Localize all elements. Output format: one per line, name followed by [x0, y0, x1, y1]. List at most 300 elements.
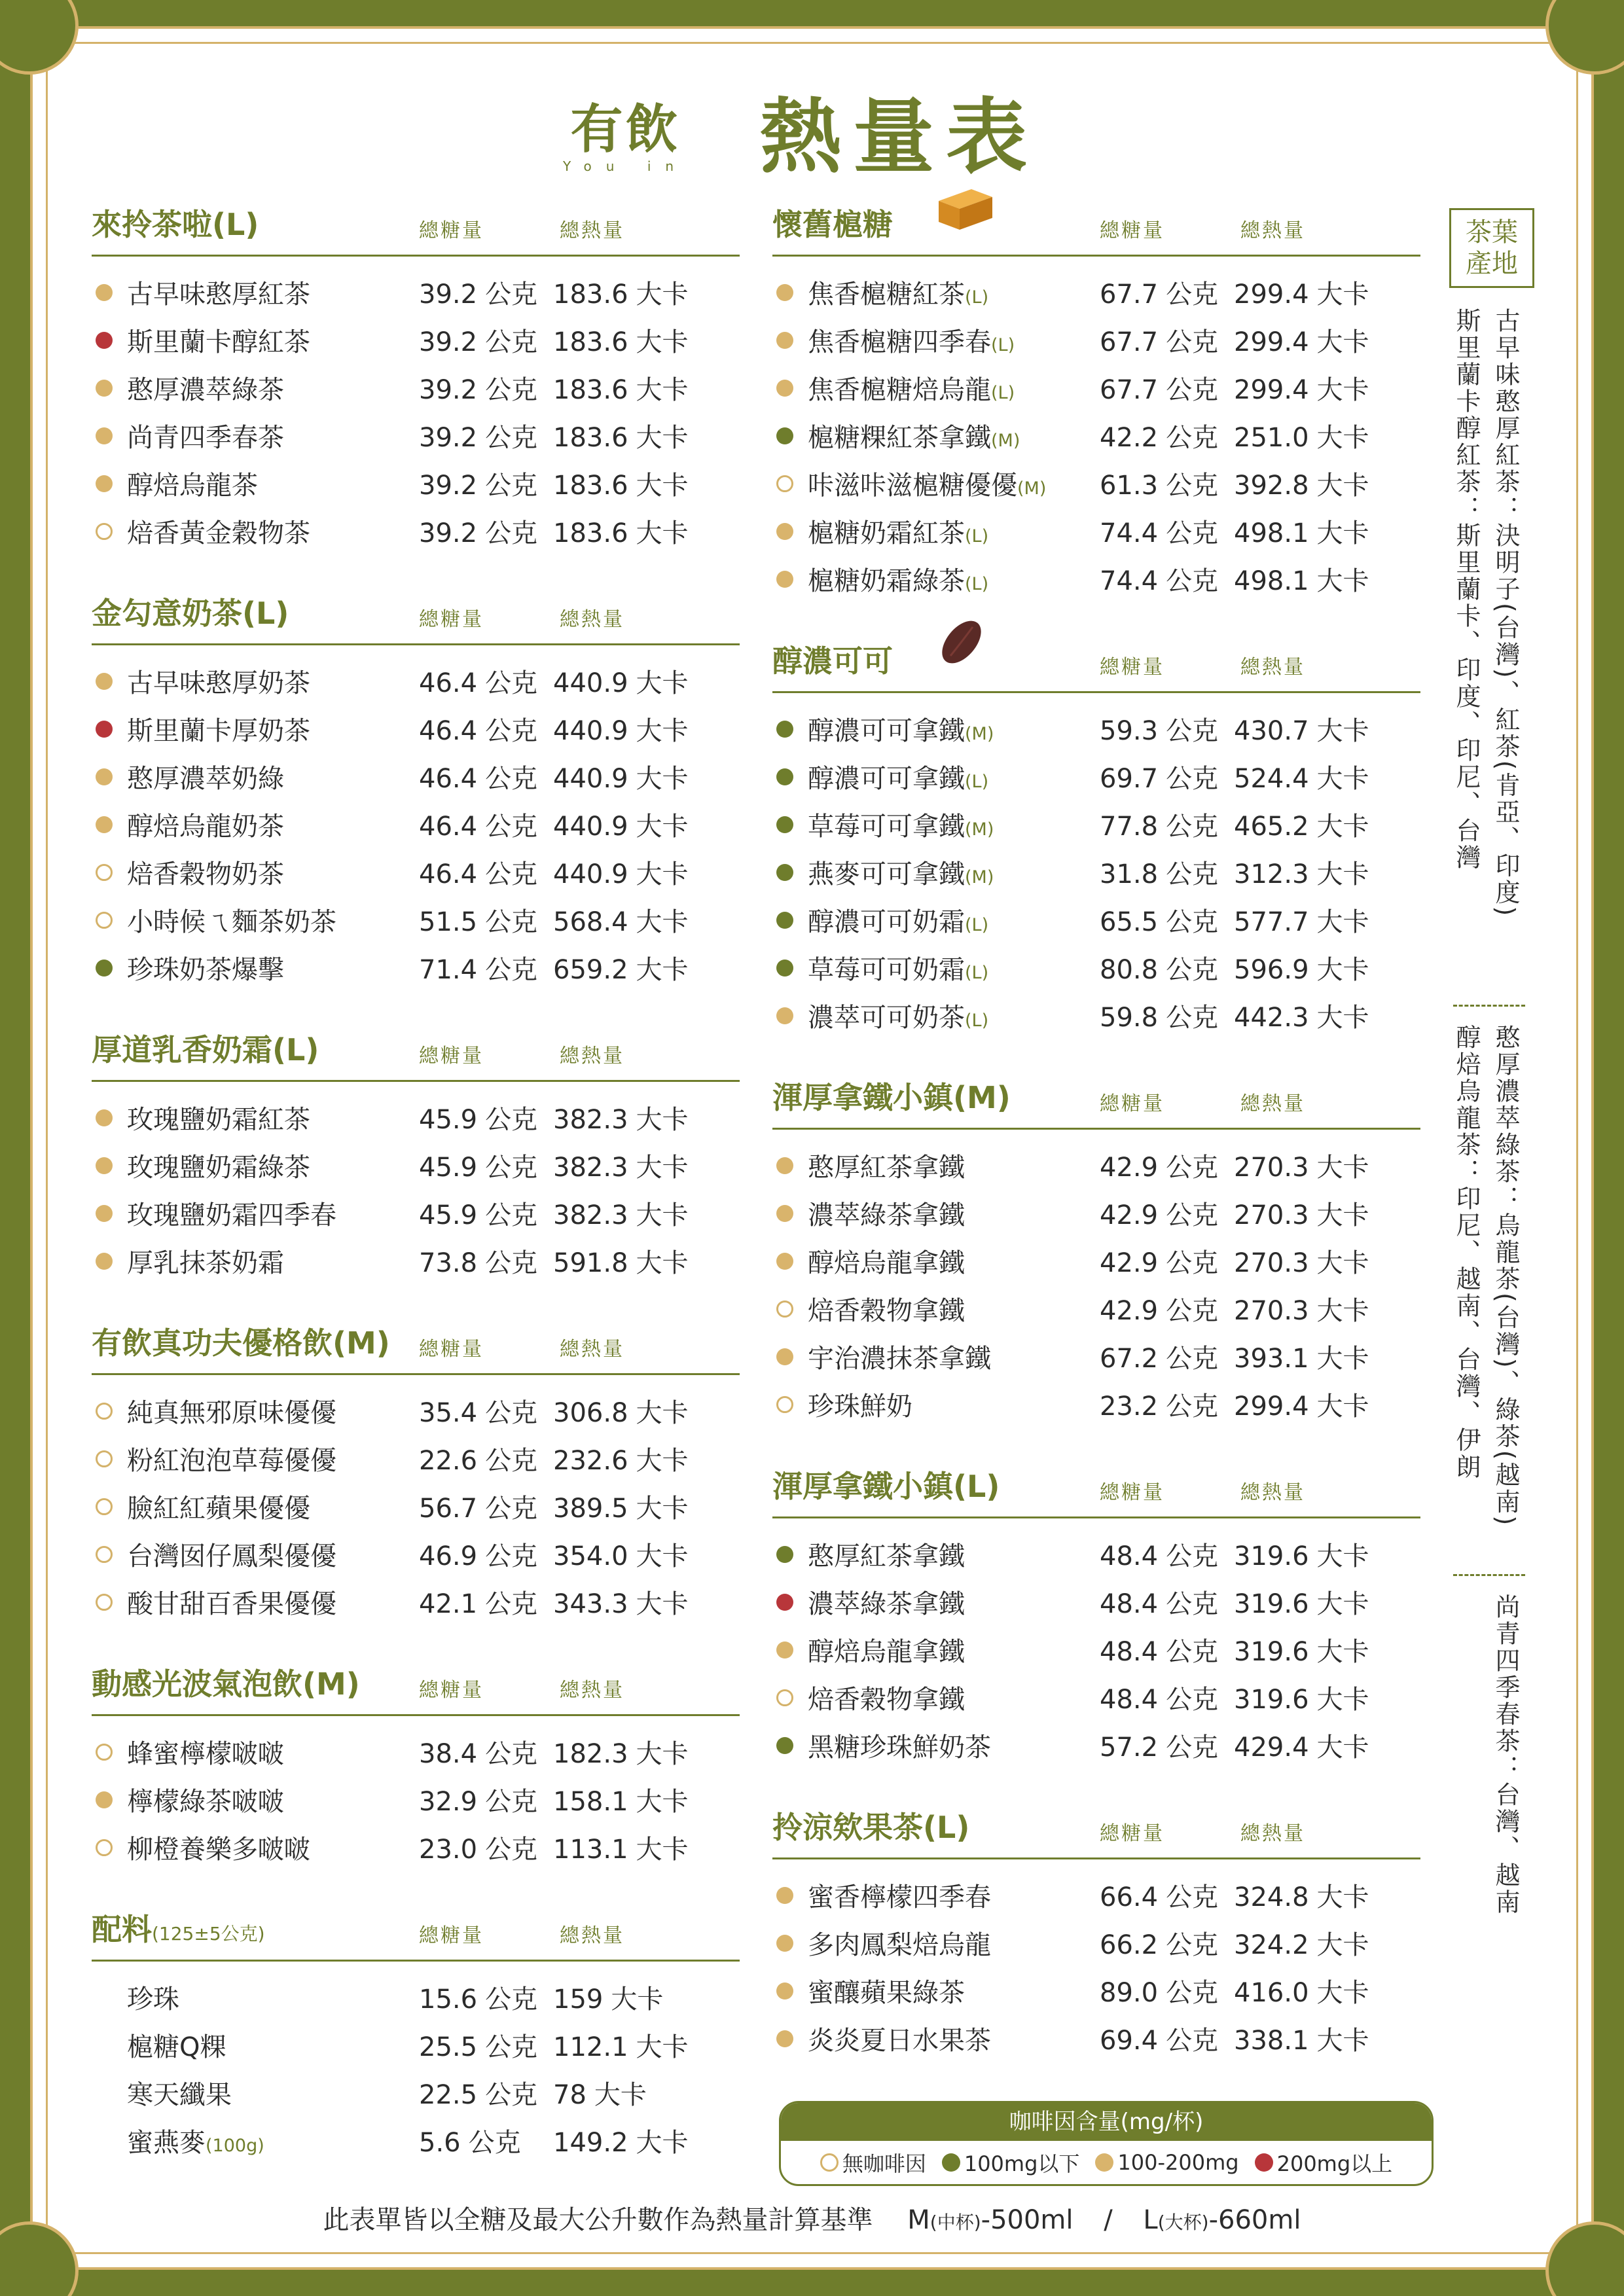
menu-item-row [92, 1141, 740, 1189]
caffeine-dot-icon [776, 1982, 793, 2000]
sugar-unit: 公克 [485, 1541, 538, 1571]
menu-item-row [772, 507, 1420, 555]
caffeine-dot-icon [96, 1594, 113, 1611]
sugar-value [419, 1488, 537, 1525]
caffeine-dot-icon [776, 1253, 793, 1270]
header-calorie-label: 總熱量 [560, 1679, 624, 1702]
calorie-unit: 大卡 [1316, 955, 1369, 985]
sugar-number: 25.5 [419, 2032, 478, 2062]
calorie-number: 440.9 [553, 812, 628, 842]
calorie-number: 430.7 [1234, 716, 1309, 746]
calorie-unit: 大卡 [1316, 1637, 1369, 1667]
calorie-value [553, 2074, 647, 2111]
item-size-tag: (M) [1017, 478, 1047, 499]
item-name [127, 1488, 310, 1525]
sugar-value [419, 1979, 537, 2016]
item-name-text: 古早味憨厚奶茶 [127, 668, 310, 698]
header-calorie-label: 總熱量 [1240, 1822, 1305, 1845]
caffeine-dot-icon [776, 523, 793, 540]
item-name [127, 1242, 284, 1280]
sugar-number: 80.8 [1100, 955, 1159, 985]
item-name-text: 珍珠鮮奶 [808, 1391, 912, 1422]
calorie-number: 382.3 [553, 1200, 628, 1230]
calorie-unit: 大卡 [1316, 1296, 1369, 1326]
item-name-text: 醇濃可可拿鐵 [808, 716, 965, 746]
brand-logo [563, 87, 688, 174]
legend-items [781, 2141, 1432, 2184]
section-header [92, 1901, 740, 1962]
section-title-text: 拎涼欸果茶 [772, 1810, 923, 1845]
sugar-number: 57.2 [1100, 1732, 1159, 1763]
caffeine-dot-icon [776, 768, 793, 785]
calorie-unit: 大卡 [636, 327, 689, 357]
sugar-value [1100, 321, 1218, 359]
item-name [127, 1829, 310, 1866]
caffeine-dot-icon [776, 1205, 793, 1222]
item-name-text: 珍珠 [127, 1984, 179, 2015]
sugar-value [419, 1535, 537, 1573]
calorie-value [553, 2026, 689, 2064]
sugar-unit: 公克 [1166, 279, 1219, 310]
item-name [808, 758, 988, 795]
caffeine-dot-icon [776, 332, 793, 349]
sugar-number: 48.4 [1100, 1685, 1159, 1715]
item-name-text: 焙香穀物拿鐵 [808, 1296, 965, 1326]
sugar-number: 42.9 [1100, 1153, 1159, 1183]
calorie-number: 465.2 [1234, 812, 1309, 842]
menu-item-row [772, 1141, 1420, 1189]
caffeine-dot-icon [96, 475, 113, 492]
header-sugar-label: 總糖量 [419, 608, 484, 631]
item-name-text: 焙香穀物拿鐵 [808, 1685, 965, 1715]
sugar-value [1100, 560, 1218, 598]
menu-item-row [772, 268, 1420, 316]
calorie-value [553, 1733, 689, 1770]
item-name [808, 321, 1015, 359]
section-title-text: 醇濃可可 [772, 643, 893, 679]
calorie-unit: 大卡 [1316, 1930, 1369, 1960]
item-name [808, 806, 994, 843]
section-title [772, 1074, 1100, 1117]
page-title: 熱量表 [760, 90, 1039, 185]
item-name [127, 1194, 336, 1232]
header-calorie-label: 總熱量 [560, 1924, 624, 1947]
caffeine-dot-icon [1095, 2153, 1113, 2172]
legend-label: 200mg以上 [1276, 2151, 1393, 2176]
caffeine-dot-icon [96, 1546, 113, 1563]
menu-item-row [772, 555, 1420, 603]
item-name-text: 多肉鳳梨焙烏龍 [808, 1930, 991, 1960]
sugar-value [1100, 1631, 1218, 1668]
menu-section [92, 1901, 740, 2164]
calorie-unit: 大卡 [636, 716, 689, 746]
caffeine-dot-icon [96, 1744, 113, 1761]
menu-item-row [772, 1189, 1420, 1237]
calorie-unit: 大卡 [1316, 423, 1369, 453]
menu-item-row [92, 1435, 740, 1482]
menu-section [92, 196, 740, 555]
caffeine-dot-icon [96, 2132, 113, 2149]
sugar-value [1100, 1679, 1218, 1716]
sugar-number: 89.0 [1100, 1978, 1159, 2008]
menu-item-row [772, 1578, 1420, 1626]
sugar-unit: 公克 [485, 1446, 538, 1476]
caffeine-dot-icon [776, 960, 793, 977]
caffeine-dot-icon [96, 1205, 113, 1222]
item-name-text: 玫瑰鹽奶霜四季春 [127, 1200, 336, 1230]
left-column [92, 196, 740, 2195]
calorie-number: 183.6 [553, 423, 628, 453]
sugar-value [1100, 806, 1218, 843]
item-name-text: 焦香槴糖焙烏龍 [808, 375, 991, 405]
sugar-number: 45.9 [419, 1200, 478, 1230]
item-size-tag: (M) [965, 819, 994, 840]
item-name [127, 417, 284, 454]
sugar-value [419, 901, 537, 939]
sugar-number: 39.2 [419, 471, 478, 501]
item-name-text: 宇治濃抹茶拿鐵 [808, 1344, 991, 1374]
sugar-number: 59.3 [1100, 716, 1159, 746]
sugar-value [419, 2122, 521, 2159]
item-name-text: 蜜燕麥 [127, 2128, 206, 2158]
middle-column [772, 196, 1420, 2092]
caffeine-dot-icon [96, 1253, 113, 1270]
section-header [92, 1315, 740, 1375]
sugar-value [419, 662, 537, 700]
item-name [808, 1147, 965, 1184]
menu-item-row [92, 1237, 740, 1285]
section-title [92, 1319, 419, 1363]
sugar-value [419, 1099, 537, 1136]
item-name [808, 1876, 991, 1914]
item-name [808, 997, 988, 1034]
item-size-tag: (L) [991, 335, 1015, 355]
caffeine-dot-icon [96, 960, 113, 977]
sugar-value [419, 758, 537, 795]
calorie-unit: 大卡 [1316, 812, 1369, 842]
menu-item-row [92, 1973, 740, 2021]
item-size-tag: (M) [965, 724, 994, 744]
menu-item-row [92, 800, 740, 848]
item-name [808, 1631, 965, 1668]
calorie-value [553, 1194, 689, 1232]
item-name [127, 1392, 336, 1429]
calorie-number: 392.8 [1234, 471, 1309, 501]
item-name [127, 710, 310, 747]
calorie-unit: 大卡 [636, 423, 689, 453]
item-name [127, 465, 258, 502]
calorie-value [553, 465, 689, 502]
item-name-text: 槴糖粿紅茶拿鐵 [808, 423, 991, 453]
sugar-value [419, 949, 537, 986]
menu-item-row [92, 1482, 740, 1530]
menu-item-row [92, 364, 740, 412]
sugar-unit: 公克 [485, 518, 538, 548]
sugar-number: 32.9 [419, 1787, 478, 1817]
item-name-text: 蜂蜜檸檬啵啵 [127, 1739, 284, 1769]
section-size: (L) [953, 1469, 1000, 1504]
sugar-number: 42.9 [1100, 1200, 1159, 1230]
origin-line: 憨厚濃萃綠茶：烏龍茶(台灣)、綠茶(越南) [1491, 1024, 1520, 1528]
calorie-number: 596.9 [1234, 955, 1309, 985]
header-sugar-label: 總糖量 [419, 219, 484, 242]
sugar-number: 66.2 [1100, 1930, 1159, 1960]
sugar-unit: 公克 [1166, 1637, 1219, 1667]
sugar-number: 59.8 [1100, 1003, 1159, 1033]
calorie-unit: 大卡 [1316, 716, 1369, 746]
item-name-text: 醇濃可可奶霜 [808, 907, 965, 937]
item-name-text: 炎炎夏日水果茶 [808, 2026, 991, 2056]
caffeine-dot-icon [776, 2030, 793, 2047]
calorie-number: 659.2 [553, 955, 628, 985]
sugar-unit: 公克 [485, 764, 538, 794]
caffeine-dot-icon [1255, 2153, 1273, 2172]
sugar-value [1100, 1535, 1218, 1573]
calorie-value [553, 1099, 689, 1136]
caffeine-dot-icon [776, 1737, 793, 1754]
item-size-tag: (L) [965, 1011, 989, 1031]
sugar-value [419, 2074, 537, 2111]
calorie-number: 299.4 [1234, 1391, 1309, 1422]
caffeine-dot-icon [96, 1157, 113, 1174]
item-name-text: 玫瑰鹽奶霜紅茶 [127, 1105, 310, 1135]
sugar-number: 67.2 [1100, 1344, 1159, 1374]
menu-item-row [92, 1094, 740, 1141]
sugar-value [1100, 1924, 1218, 1962]
section-header [772, 196, 1420, 257]
caffeine-dot-icon [96, 2037, 113, 2054]
sugar-value [419, 1781, 537, 1818]
sugar-number: 48.4 [1100, 1541, 1159, 1571]
calorie-unit: 大卡 [1316, 375, 1369, 405]
section-title-text: 配料 [92, 1912, 152, 1947]
section-header [772, 1069, 1420, 1130]
calorie-unit: 大卡 [1316, 1344, 1369, 1374]
item-name-text: 燕麥可可拿鐵 [808, 859, 965, 889]
calorie-value [1234, 758, 1369, 795]
menu-item-row [772, 800, 1420, 848]
sugar-unit: 公克 [485, 1153, 538, 1183]
sugar-value [419, 806, 537, 843]
header-calorie-label: 總熱量 [1240, 1092, 1305, 1115]
section-title [92, 590, 419, 633]
caffeine-dot-icon [776, 475, 793, 492]
sugar-unit: 公克 [485, 2080, 538, 2110]
sugar-value [419, 1829, 537, 1866]
item-name-text: 尚青四季春茶 [127, 423, 284, 453]
item-name [127, 2026, 226, 2064]
sugar-value [1100, 758, 1218, 795]
menu-item-row [772, 705, 1420, 753]
legend-label: 無咖啡因 [842, 2151, 926, 2176]
sugar-unit: 公克 [485, 1494, 538, 1524]
calorie-unit: 大卡 [1316, 1978, 1369, 2008]
sugar-unit: 公克 [1166, 566, 1219, 596]
item-size-tag: (M) [965, 867, 994, 888]
header [563, 72, 1039, 188]
calorie-number: 183.6 [553, 471, 628, 501]
calorie-number: 182.3 [553, 1739, 628, 1769]
sugar-number: 42.9 [1100, 1296, 1159, 1326]
legend-item [1255, 2147, 1393, 2178]
footer-sep: / [1104, 2205, 1113, 2235]
origin-box-title: 茶葉產地 [1449, 208, 1534, 288]
item-name [127, 1147, 310, 1184]
header-sugar-label: 總糖量 [419, 1045, 484, 1067]
sugar-unit: 公克 [485, 1589, 538, 1619]
footer-m-label: M [907, 2205, 930, 2235]
item-name [808, 853, 994, 891]
menu-item-row [92, 459, 740, 507]
item-size-tag: (L) [965, 772, 989, 792]
menu-item-row [92, 1823, 740, 1871]
sugar-unit: 公克 [1166, 1541, 1219, 1571]
header-calorie-label: 總熱量 [560, 1338, 624, 1361]
sugar-value [419, 417, 537, 454]
menu-item-row [772, 944, 1420, 992]
section-title [92, 1660, 419, 1704]
sugar-value [419, 1733, 537, 1770]
item-name [808, 1242, 965, 1280]
header-calorie-label: 總熱量 [1240, 656, 1305, 679]
sugar-unit: 公克 [1166, 907, 1219, 937]
calorie-value [1234, 1924, 1369, 1962]
calorie-value [553, 1147, 689, 1184]
calorie-value [553, 949, 689, 986]
calorie-number: 183.6 [553, 279, 628, 310]
calorie-unit: 大卡 [1316, 1882, 1369, 1912]
section-header [92, 196, 740, 257]
item-name [808, 901, 988, 939]
item-name-text: 蜜釀蘋果綠茶 [808, 1978, 965, 2008]
sugar-unit: 公克 [485, 859, 538, 889]
caffeine-dot-icon [776, 864, 793, 881]
sugar-number: 69.7 [1100, 764, 1159, 794]
calorie-number: 299.4 [1234, 375, 1309, 405]
item-name [127, 2122, 264, 2159]
calorie-value [1234, 321, 1369, 359]
calorie-unit: 大卡 [1316, 1248, 1369, 1278]
sugar-number: 23.2 [1100, 1391, 1159, 1422]
menu-item-row [92, 507, 740, 555]
sugar-value [1100, 274, 1218, 311]
item-name-text: 濃萃綠茶拿鐵 [808, 1589, 965, 1619]
caffeine-dot-icon [96, 284, 113, 301]
calorie-unit: 大卡 [1316, 279, 1369, 310]
section-size: (L) [242, 596, 289, 631]
item-name-text: 酸甘甜百香果優優 [127, 1589, 336, 1619]
calorie-number: 577.7 [1234, 907, 1309, 937]
calorie-number: 312.3 [1234, 859, 1309, 889]
menu-item-row [92, 2117, 740, 2164]
calorie-number: 183.6 [553, 327, 628, 357]
item-name [808, 1924, 991, 1962]
item-size-tag: (M) [991, 431, 1020, 451]
sugar-number: 71.4 [419, 955, 478, 985]
legend-label: 100mg以下 [964, 2151, 1080, 2176]
calorie-value [1234, 949, 1369, 986]
divider [1453, 1574, 1525, 1576]
header-sugar-label: 總糖量 [1100, 1822, 1164, 1845]
caffeine-dot-icon [96, 912, 113, 929]
caffeine-dot-icon [776, 1689, 793, 1706]
item-name [127, 321, 310, 359]
calorie-number: 338.1 [1234, 2026, 1309, 2056]
menu-item-row [92, 1387, 740, 1435]
caffeine-dot-icon [96, 1498, 113, 1515]
menu-item-row [92, 2021, 740, 2069]
calorie-number: 306.8 [553, 1398, 628, 1428]
sugar-unit: 公克 [1166, 1732, 1219, 1763]
calorie-value [553, 1979, 663, 2016]
sugar-number: 42.2 [1100, 423, 1159, 453]
sugar-unit: 公克 [485, 668, 538, 698]
item-name [808, 560, 988, 598]
header-sugar-label: 總糖量 [1100, 656, 1164, 679]
calorie-value [1234, 710, 1369, 747]
sugar-value [1100, 369, 1218, 406]
menu-item-row [92, 753, 740, 800]
item-name [127, 1733, 284, 1770]
calorie-value [553, 853, 689, 891]
item-name-text: 焦香槴糖紅茶 [808, 279, 965, 310]
sugar-unit: 公克 [1166, 2026, 1219, 2056]
item-name-text: 焙香穀物奶茶 [127, 859, 284, 889]
calorie-value [1234, 901, 1369, 939]
calorie-value [1234, 560, 1369, 598]
calorie-value [1234, 1290, 1369, 1327]
item-name [808, 465, 1046, 502]
calorie-number: 113.1 [553, 1835, 628, 1865]
caffeine-dot-icon [96, 1450, 113, 1467]
caffeine-dot-icon [96, 427, 113, 444]
caffeine-dot-icon [96, 332, 113, 349]
sugar-unit: 公克 [1166, 471, 1219, 501]
calorie-value [553, 1488, 689, 1525]
calorie-value [1234, 1194, 1369, 1232]
sugar-value [1100, 1338, 1218, 1375]
menu-item-row [772, 1721, 1420, 1769]
calorie-value [553, 369, 689, 406]
sugar-unit: 公克 [1166, 1248, 1219, 1278]
menu-item-row [772, 753, 1420, 800]
sugar-unit: 公克 [1166, 764, 1219, 794]
item-name [127, 758, 284, 795]
sugar-value [419, 369, 537, 406]
menu-section [92, 1022, 740, 1285]
sugar-number: 39.2 [419, 375, 478, 405]
calorie-number: 270.3 [1234, 1296, 1309, 1326]
header-calorie-label: 總熱量 [1240, 219, 1305, 242]
menu-item-row [92, 657, 740, 705]
footer-m-vol: -500ml [981, 2205, 1074, 2235]
item-name [808, 1972, 965, 2009]
item-name [127, 1535, 336, 1573]
sugar-unit: 公克 [485, 955, 538, 985]
calorie-number: 149.2 [553, 2128, 628, 2158]
header-calorie-label: 總熱量 [560, 219, 624, 242]
item-name-text: 台灣囡仔鳳梨優優 [127, 1541, 336, 1571]
calorie-number: 324.2 [1234, 1930, 1309, 1960]
calorie-unit: 大卡 [636, 1494, 689, 1524]
sugar-number: 67.7 [1100, 327, 1159, 357]
calorie-unit: 大卡 [636, 279, 689, 310]
item-size-tag: (L) [965, 526, 989, 547]
sugar-value [419, 1440, 537, 1477]
calorie-unit: 大卡 [636, 1153, 689, 1183]
calorie-value [553, 1781, 689, 1818]
calorie-value [1234, 512, 1369, 550]
